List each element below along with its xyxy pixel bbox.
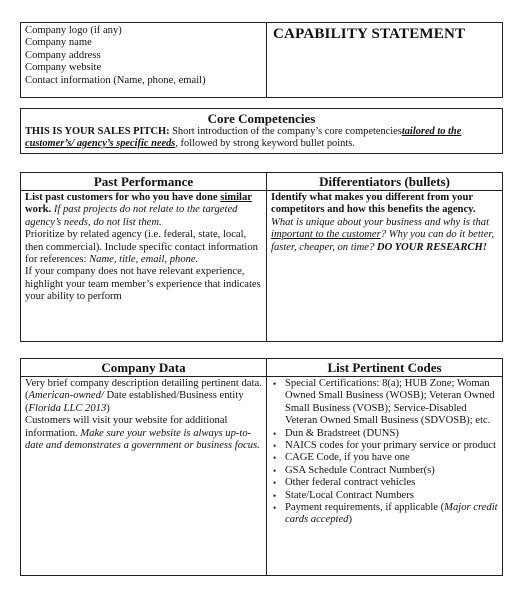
cd-entity-text: Florida LLC 2013 xyxy=(28,402,107,414)
pp-work-text: work. xyxy=(25,204,52,216)
bullet-icon: • xyxy=(273,379,277,389)
company-data-codes-box xyxy=(20,358,503,576)
pp-contact-fields: Name, title, email, phone. xyxy=(89,254,199,266)
diff-bold-text: Identify what makes you different from your competitors and how this benefits the agency. xyxy=(271,192,476,216)
core-competencies-title: Core Competencies xyxy=(207,111,316,126)
pp-italic-text: If past projects do not relate to the targeted agency’s needs, do not list them. xyxy=(25,204,238,228)
cd-established-text: Date established/Business entity ( xyxy=(25,390,244,414)
list-item xyxy=(273,378,498,428)
core-competencies-text xyxy=(25,126,498,150)
list-item xyxy=(273,477,498,489)
header-box xyxy=(20,22,503,98)
pp-bold-text: List past customers for who you have done xyxy=(25,192,221,203)
company-data-title: Company Data xyxy=(21,359,266,377)
core-tail: , followed by strong keyword bullet points. xyxy=(175,138,355,149)
past-performance-p1 xyxy=(25,192,262,229)
cd-website-text: Customers will visit your website for additional information. xyxy=(25,415,228,439)
diff-italic-text-2: ? Why you can do it better, faster, cheaper, on time? xyxy=(271,229,495,253)
company-data-p1 xyxy=(25,378,262,415)
codes-title: List Pertinent Codes xyxy=(267,359,502,377)
code-item-text: Payment requirements, if applicable ( xyxy=(285,502,445,514)
bullet-icon: • xyxy=(273,453,277,464)
sales-pitch-label: THIS IS YOUR SALES PITCH: xyxy=(25,126,170,137)
do-your-research-text: DO YOUR RESEARCH! xyxy=(374,241,487,253)
cd-owned-text: American-owned/ xyxy=(28,390,104,402)
tailored-text: tailored to the customer’s/ agency’s specific needs xyxy=(25,126,462,149)
contact-line-contact: Contact information (Name, phone, email) xyxy=(25,74,206,86)
differentiators-column xyxy=(267,173,502,341)
core-competencies-box xyxy=(20,108,503,154)
company-data-p2 xyxy=(25,415,262,452)
diff-underlined-text: important to the customer xyxy=(271,229,381,241)
past-performance-title: Past Performance xyxy=(21,173,266,191)
bullet-icon: • xyxy=(273,465,277,476)
past-performance-p2 xyxy=(25,229,262,266)
codes-column xyxy=(267,359,502,575)
performance-differentiators-box xyxy=(20,172,503,342)
pp-prioritize-text: Prioritize by related agency (i.e. federal, state, local, then commercial). Include specific contact information for references: xyxy=(25,229,258,266)
company-data-column xyxy=(21,359,267,575)
code-item-text: Dun & Bradstreet (DUNS) xyxy=(285,427,399,439)
pp-similar-text: similar xyxy=(220,192,252,203)
bullet-icon: • xyxy=(273,428,277,439)
diff-italic-text: What is unique about your business and why is that xyxy=(271,216,490,228)
code-item-text: State/Local Contract Numbers xyxy=(285,489,414,501)
list-item xyxy=(273,427,498,440)
bullet-icon: • xyxy=(273,478,277,489)
credit-cards-text: Major credit cards accepted xyxy=(285,502,498,526)
bullet-icon: • xyxy=(273,503,277,514)
list-item xyxy=(273,489,498,502)
close-paren: ) xyxy=(348,514,352,526)
contact-line-name: Company name xyxy=(25,37,92,49)
past-performance-column xyxy=(21,173,267,341)
page-title: CAPABILITY STATEMENT xyxy=(273,26,466,42)
cd-close-paren: ) xyxy=(106,402,110,414)
contact-line-address: Company address xyxy=(25,49,101,61)
differentiators-title: Differentiators (bullets) xyxy=(267,173,502,191)
cd-desc-text: Very brief company description detailing pertinent data. ( xyxy=(25,378,262,402)
title-cell xyxy=(267,23,502,97)
differentiators-text xyxy=(271,192,498,254)
list-item xyxy=(273,464,498,477)
contact-line-logo: Company logo (if any) xyxy=(25,25,122,36)
list-item xyxy=(273,452,498,464)
list-item xyxy=(273,440,498,452)
code-item-text: GSA Schedule Contract Number(s) xyxy=(285,464,435,476)
list-item xyxy=(273,502,498,527)
codes-list xyxy=(271,378,498,527)
core-intro: Short introduction of the company’s core competencies xyxy=(169,126,402,137)
code-item-text: NAICS codes for your primary service or product xyxy=(285,440,496,452)
bullet-icon: • xyxy=(273,441,277,452)
past-performance-p3: If your company does not have relevant experience, highlight your team member’s experience that indicates your ability to perform xyxy=(25,266,261,303)
cd-website-italic: Make sure your website is always up-to-date and demonstrates a government or business focus. xyxy=(25,427,260,452)
code-item-text: Special Certifications: 8(a); HUB Zone; Woman Owned Small Business (WOSB); Veteran Owned Small Business (VOSB); Service-Disabled Veteran Owned Small Business (SDVOSB); etc. xyxy=(285,378,495,427)
code-item-text: Other federal contract vehicles xyxy=(285,477,416,489)
code-item-text: CAGE Code, if you have one xyxy=(285,452,410,464)
contact-line-website: Company website xyxy=(25,62,102,74)
bullet-icon: • xyxy=(273,490,277,501)
contact-info xyxy=(21,23,267,97)
